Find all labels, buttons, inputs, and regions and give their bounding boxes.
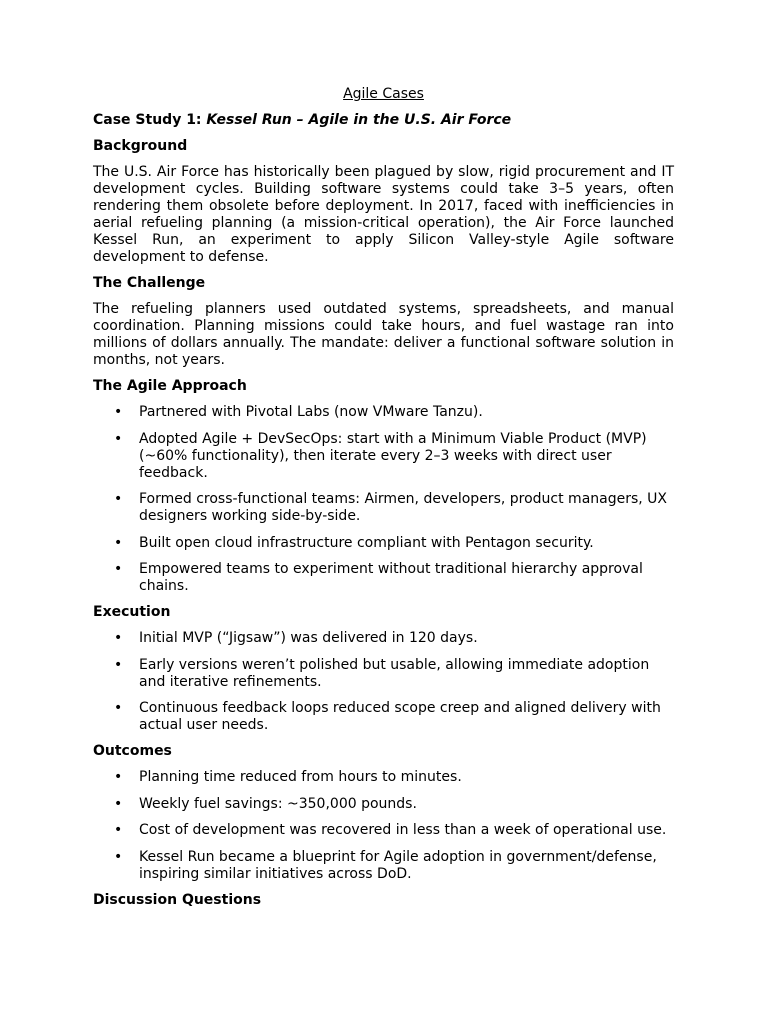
bullet-icon: • [114,430,123,447]
section-heading-execution: Execution [93,604,171,620]
section-heading-challenge: The Challenge [93,275,206,291]
list-item [93,431,674,482]
section-heading-discussion-questions: Discussion Questions [93,891,262,908]
case-study-name: Kessel Run – Agile in the U.S. Air Force [206,112,512,128]
background-paragraph: The U.S. Air Force has historically been plagued by slow, rigid procurement and IT development cycles. Building software systems could take 3–5 years, often rendering them obsolete before deployment. In 2017, faced with inefficiencies in aerial refueling planning (a mission-critical operation), the Air Force launched Kessel Run, an experiment to apply Silicon Valley-style Agile software development to defense. [93,164,674,265]
list-item-text: Partnered with Pivotal Labs (now VMware Tanzu). [139,404,483,420]
bullet-icon: • [114,404,123,420]
document-title: Agile Cases [343,86,424,102]
bullet-icon: • [114,769,123,785]
bullet-icon: • [114,795,123,812]
list-item [93,561,674,595]
bullet-icon: • [114,848,123,865]
outcomes-list [93,769,674,883]
list-item-text: Weekly fuel savings: ~350,000 pounds. [139,795,417,812]
agile-approach-list [93,404,674,595]
list-item-text: Early versions weren’t polished but usable, allowing immediate adoption and iterative refinements. [139,656,650,690]
bullet-icon: • [114,700,123,716]
section-heading-background: Background [93,138,188,154]
bullet-icon: • [114,822,123,838]
list-item-text: Initial MVP (“Jigsaw”) was delivered in 120 days. [139,630,478,646]
case-study-title [93,112,674,129]
case-study-prefix: Case Study 1: [93,112,207,128]
list-item [93,700,674,734]
bullet-icon: • [114,534,123,551]
list-item-text: Formed cross-functional teams: Airmen, developers, product managers, UX designers working side-by-side. [139,491,668,524]
list-item-text: Empowered teams to experiment without traditional hierarchy approval chains. [139,561,643,594]
execution-list [93,630,674,734]
list-item [93,849,674,883]
bullet-icon: • [114,630,123,646]
bullet-icon: • [114,561,123,577]
list-item [93,822,674,839]
list-item [93,491,674,525]
list-item-text: Adopted Agile + DevSecOps: start with a Minimum Viable Product (MVP) (~60% functionality), then iterate every 2–3 weeks with direct user feedback. [139,430,647,481]
section-heading-outcomes: Outcomes [93,743,172,759]
challenge-paragraph: The refueling planners used outdated systems, spreadsheets, and manual coordination. Planning missions could take hours, and fuel wastage ran into millions of dollars annually. The mandate: deliver a functional software solution in months, not years. [93,301,674,368]
list-item [93,535,674,552]
list-item-text: Cost of development was recovered in less than a week of operational use. [139,822,667,838]
list-item [93,630,674,647]
bullet-icon: • [114,656,123,673]
bullet-icon: • [114,491,123,507]
list-item [93,796,674,813]
section-heading-agile-approach: The Agile Approach [93,378,247,394]
list-item-text: Kessel Run became a blueprint for Agile adoption in government/defense, inspiring similar initiatives across DoD. [139,848,657,882]
list-item-text: Built open cloud infrastructure compliant with Pentagon security. [139,534,594,551]
document-page [93,86,674,918]
list-item [93,657,674,691]
list-item [93,404,674,421]
list-item-text: Planning time reduced from hours to minutes. [139,769,462,785]
list-item-text: Continuous feedback loops reduced scope creep and aligned delivery with actual user needs. [139,700,661,733]
list-item [93,769,674,786]
